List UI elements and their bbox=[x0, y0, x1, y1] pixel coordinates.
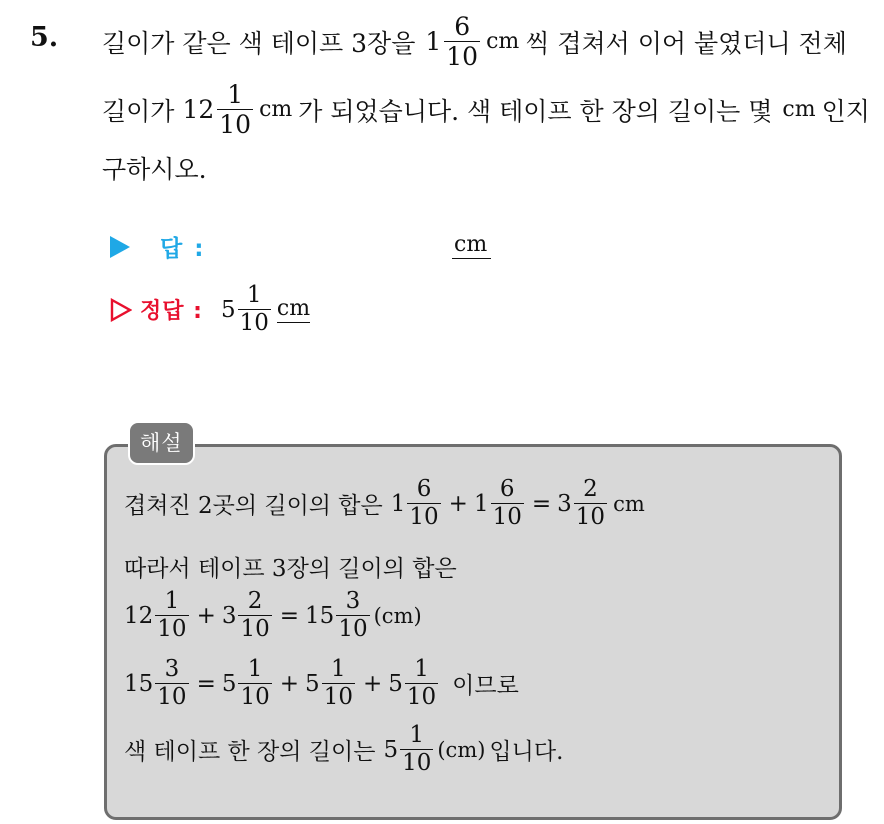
fraction-denominator: 10 bbox=[446, 42, 479, 71]
fraction-denominator: 10 bbox=[157, 616, 187, 642]
fraction-numerator: 3 bbox=[164, 656, 180, 682]
solution-line-2 bbox=[124, 550, 457, 583]
mixed-number-whole: 5 bbox=[388, 670, 403, 697]
question-text: 길이가 같은 색 테이프 3장을 bbox=[102, 28, 416, 58]
plus-operator: + bbox=[196, 602, 216, 629]
fraction-numerator: 1 bbox=[247, 656, 263, 682]
mixed-number-whole: 1 bbox=[425, 27, 442, 56]
solution-line-3 bbox=[124, 590, 422, 641]
fraction-numerator: 1 bbox=[331, 656, 346, 682]
solution-tag: 해설 bbox=[128, 421, 195, 465]
fraction bbox=[322, 658, 355, 709]
plus-operator: + bbox=[362, 670, 383, 697]
answer-row bbox=[110, 230, 205, 263]
question-text: 구하시오. bbox=[102, 155, 207, 184]
correct-answer-value bbox=[221, 284, 310, 335]
mixed-number-whole: 3 bbox=[557, 490, 572, 517]
mixed-number-whole: 12 bbox=[124, 602, 154, 629]
equals-operator: = bbox=[279, 602, 300, 629]
answer-label: 답 : bbox=[160, 236, 206, 262]
mixed-number-whole: 15 bbox=[305, 602, 335, 629]
fraction-numerator: 1 bbox=[164, 588, 180, 614]
fraction-denominator: 10 bbox=[239, 310, 269, 336]
fraction-denominator: 10 bbox=[402, 750, 432, 776]
fraction bbox=[444, 14, 480, 69]
question-text: 인지 bbox=[821, 96, 870, 126]
mixed-number-whole: 1 bbox=[473, 490, 489, 517]
solution-text: 색 테이프 한 장의 길이는 bbox=[124, 739, 376, 765]
mixed-number-whole: 5 bbox=[383, 736, 399, 763]
unit: cm bbox=[276, 296, 311, 321]
fraction-numerator: 6 bbox=[416, 476, 432, 502]
fraction bbox=[238, 658, 271, 709]
fraction bbox=[407, 478, 440, 529]
solution-line-4 bbox=[124, 658, 519, 709]
fraction-denominator: 10 bbox=[409, 504, 439, 530]
fraction bbox=[217, 82, 253, 137]
fraction bbox=[336, 590, 369, 641]
question-text: 길이가 bbox=[102, 96, 175, 126]
mixed-number-whole: 3 bbox=[221, 602, 237, 629]
unit: cm bbox=[613, 491, 645, 516]
outline-arrow-icon bbox=[110, 298, 132, 322]
fraction-denominator: 10 bbox=[240, 684, 270, 710]
question-number: 5. bbox=[30, 22, 59, 53]
fraction-numerator: 1 bbox=[246, 282, 262, 308]
fraction-numerator: 6 bbox=[454, 12, 471, 41]
fraction-denominator: 10 bbox=[406, 684, 437, 710]
solution-line-5 bbox=[124, 724, 563, 775]
fraction bbox=[405, 658, 438, 709]
solution-text: 따라서 테이프 3장의 길이의 합은 bbox=[124, 556, 457, 582]
unit: cm bbox=[259, 97, 293, 122]
fraction-numerator: 2 bbox=[583, 476, 598, 502]
fraction-denominator: 10 bbox=[157, 684, 187, 710]
mixed-number-whole: 15 bbox=[124, 670, 154, 697]
unit: (cm) bbox=[437, 737, 486, 762]
question-line-2 bbox=[102, 82, 870, 137]
unit: (cm) bbox=[373, 603, 422, 628]
solution-text: 이므로 bbox=[452, 673, 519, 699]
fraction-numerator: 6 bbox=[499, 476, 515, 502]
fraction-numerator: 2 bbox=[247, 588, 263, 614]
answer-blank[interactable]: cm bbox=[452, 232, 491, 259]
plus-operator: + bbox=[448, 490, 468, 517]
fraction bbox=[155, 590, 188, 641]
question-text: 가 되었습니다. 색 테이프 한 장의 길이는 몇 bbox=[298, 96, 773, 126]
correct-answer-label: 정답 : bbox=[140, 299, 203, 324]
mixed-number-whole: 5 bbox=[221, 670, 237, 697]
fraction bbox=[400, 724, 433, 775]
unit: cm bbox=[486, 29, 520, 54]
solution-text: 겹쳐진 2곳의 길이의 합은 bbox=[124, 493, 383, 519]
solution-line-1 bbox=[124, 478, 651, 529]
question-line-1 bbox=[102, 14, 847, 69]
fraction bbox=[574, 478, 607, 529]
fraction-numerator: 1 bbox=[409, 722, 425, 748]
fraction bbox=[238, 284, 271, 335]
fraction-denominator: 10 bbox=[492, 504, 522, 530]
fraction-numerator: 1 bbox=[414, 656, 429, 682]
correct-answer-row bbox=[110, 284, 310, 335]
fraction bbox=[491, 478, 524, 529]
play-arrow-icon bbox=[110, 236, 130, 258]
fraction bbox=[155, 658, 188, 709]
mixed-number-whole: 1 bbox=[390, 490, 406, 517]
fraction-numerator: 3 bbox=[345, 588, 361, 614]
mixed-number-whole: 12 bbox=[182, 95, 215, 124]
fraction-denominator: 10 bbox=[323, 684, 353, 710]
fraction-denominator: 10 bbox=[219, 110, 252, 139]
fraction-denominator: 10 bbox=[338, 616, 368, 642]
mixed-number-whole: 5 bbox=[305, 670, 320, 697]
unit: cm bbox=[782, 97, 816, 122]
question-line-3 bbox=[102, 150, 207, 186]
solution-text: 입니다. bbox=[489, 739, 564, 765]
equals-operator: = bbox=[531, 490, 552, 517]
equals-operator: = bbox=[196, 670, 216, 697]
fraction-numerator: 1 bbox=[227, 80, 244, 109]
question-text: 씩 겹쳐서 이어 붙였더니 전체 bbox=[525, 28, 847, 58]
plus-operator: + bbox=[279, 670, 300, 697]
fraction bbox=[238, 590, 271, 641]
fraction-denominator: 10 bbox=[575, 504, 606, 530]
mixed-number-whole: 5 bbox=[220, 296, 236, 323]
fraction-denominator: 10 bbox=[240, 616, 270, 642]
